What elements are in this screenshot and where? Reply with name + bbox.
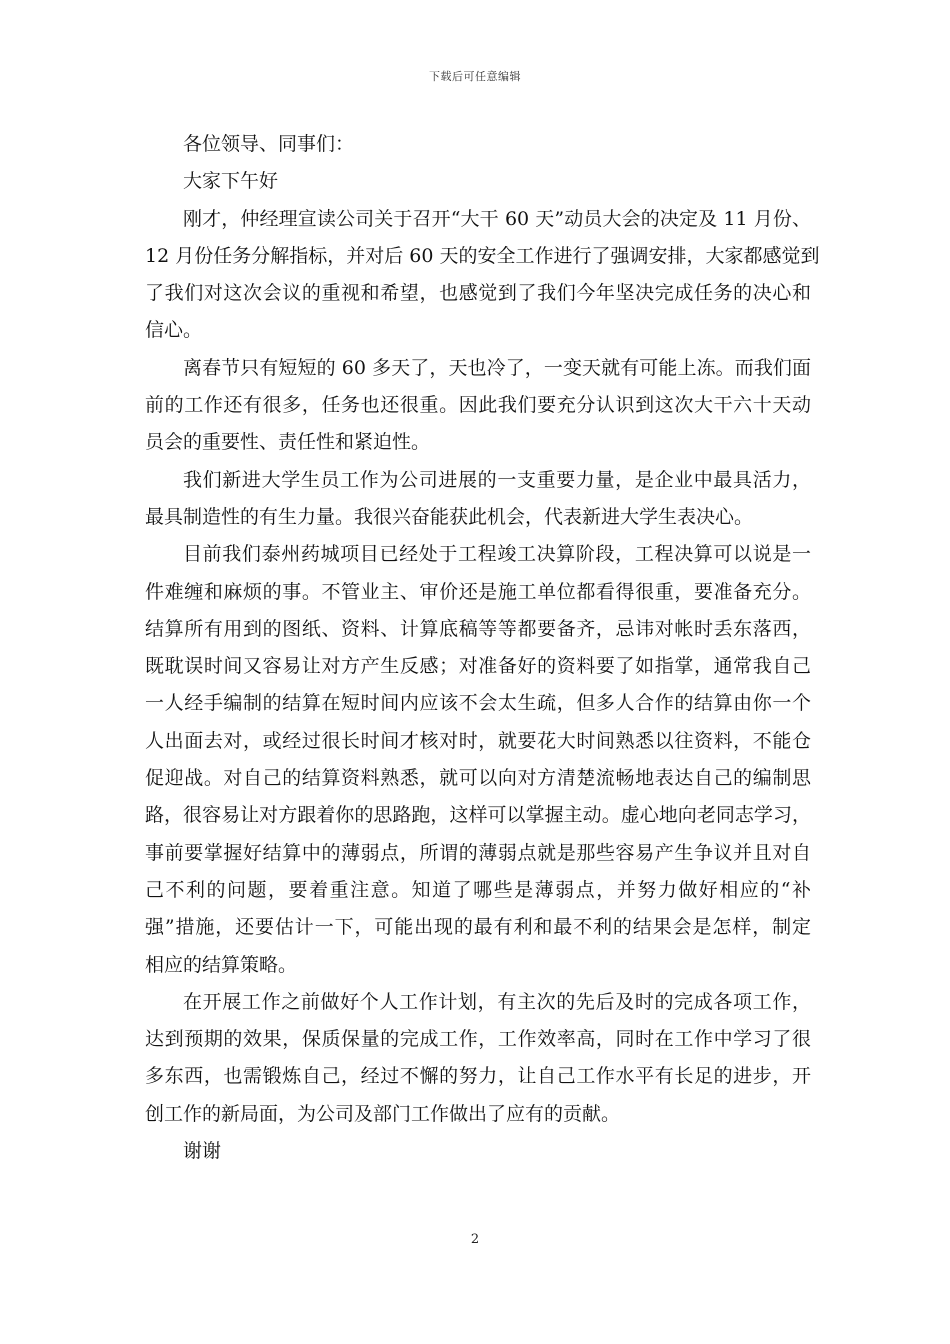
text-line: 我们新进大学生员工作为公司进展的一支重要力量，是企业中最具活力， — [183, 468, 811, 491]
text-line: 人出面去对，或经过很长时间才核对时，就要花大时间熟悉以往资料，不能仓 — [145, 729, 811, 752]
text-line: 创工作的新局面，为公司及部门工作做出了应有的贡献。 — [145, 1102, 621, 1125]
text-line: 相应的结算策略。 — [145, 953, 298, 976]
document-body — [145, 126, 820, 1170]
text-line: 刚才，仲经理宣读公司关于召开“大干 60 天”动员大会的决定及 11 月份、 — [183, 207, 811, 230]
text-line: 路，很容易让对方跟着你的思路跑，这样可以掌握主动。虚心地向老同志学习， — [145, 804, 811, 827]
text-line: 目前我们泰州药城项目已经处于工程竣工决算阶段，工程决算可以说是一 — [183, 543, 811, 566]
text-line: 多东西，也需锻炼自己，经过不懈的努力，让自己工作水平有长足的进步，开 — [145, 1065, 811, 1088]
text-line: 各位领导、同事们： — [183, 133, 355, 155]
paragraph — [145, 984, 811, 1133]
page-header: 下载后可任意编辑 — [429, 70, 521, 83]
text-line: 离春节只有短短的 60 多天了，天也冷了，一变天就有可能上冻。而我们面 — [183, 356, 811, 379]
text-line: 谢谢 — [183, 1140, 222, 1163]
paragraph — [145, 536, 811, 984]
text-line: 信心。 — [145, 319, 203, 342]
paragraph — [145, 350, 811, 462]
text-line: 既耽误时间又容易让对方产生反感；对准备好的资料要了如指掌，通常我自己 — [145, 655, 811, 678]
page-number: 2 — [470, 1232, 480, 1247]
text-line: 一人经手编制的结算在短时间内应该不会太生疏，但多人合作的结算由你一个 — [145, 692, 811, 715]
text-line: 结算所有用到的图纸、资料、计算底稿等等都要备齐，忌讳对帐时丢东落西， — [145, 617, 811, 640]
text-line: 员会的重要性、责任性和紧迫性。 — [145, 431, 431, 454]
paragraph — [145, 163, 811, 200]
paragraph — [145, 126, 811, 163]
text-line: 12 月份任务分解指标，并对后 60 天的安全工作进行了强调安排，大家都感觉到 — [145, 244, 820, 267]
text-line: 前的工作还有很多，任务也还很重。因此我们要充分认识到这次大干六十天动 — [145, 394, 811, 417]
text-line: 大家下午好 — [183, 170, 279, 193]
paragraph — [145, 1133, 811, 1170]
text-line: 促迎战。对自己的结算资料熟悉，就可以向对方清楚流畅地表达自己的编制思 — [145, 767, 811, 790]
paragraph — [145, 201, 820, 350]
text-line: 己不利的问题，要着重注意。知道了哪些是薄弱点，并努力做好相应的“补 — [145, 878, 811, 901]
text-line: 达到预期的效果，保质保量的完成工作，工作效率高，同时在工作中学习了很 — [145, 1028, 811, 1051]
text-line: 在开展工作之前做好个人工作计划，有主次的先后及时的完成各项工作， — [183, 990, 811, 1013]
text-line: 了我们对这次会议的重视和希望，也感觉到了我们今年坚决完成任务的决心和 — [145, 282, 811, 305]
paragraph — [145, 462, 811, 537]
text-line: 事前要掌握好结算中的薄弱点，所谓的薄弱点就是那些容易产生争议并且对自 — [145, 841, 811, 864]
text-line: 最具制造性的有生力量。我很兴奋能获此机会，代表新进大学生表决心。 — [145, 505, 754, 528]
text-line: 件难缠和麻烦的事。不管业主、审价还是施工单位都看得很重，要准备充分。 — [145, 580, 811, 603]
text-line: 强”措施，还要估计一下，可能出现的最有利和最不利的结果会是怎样，制定 — [145, 916, 811, 939]
